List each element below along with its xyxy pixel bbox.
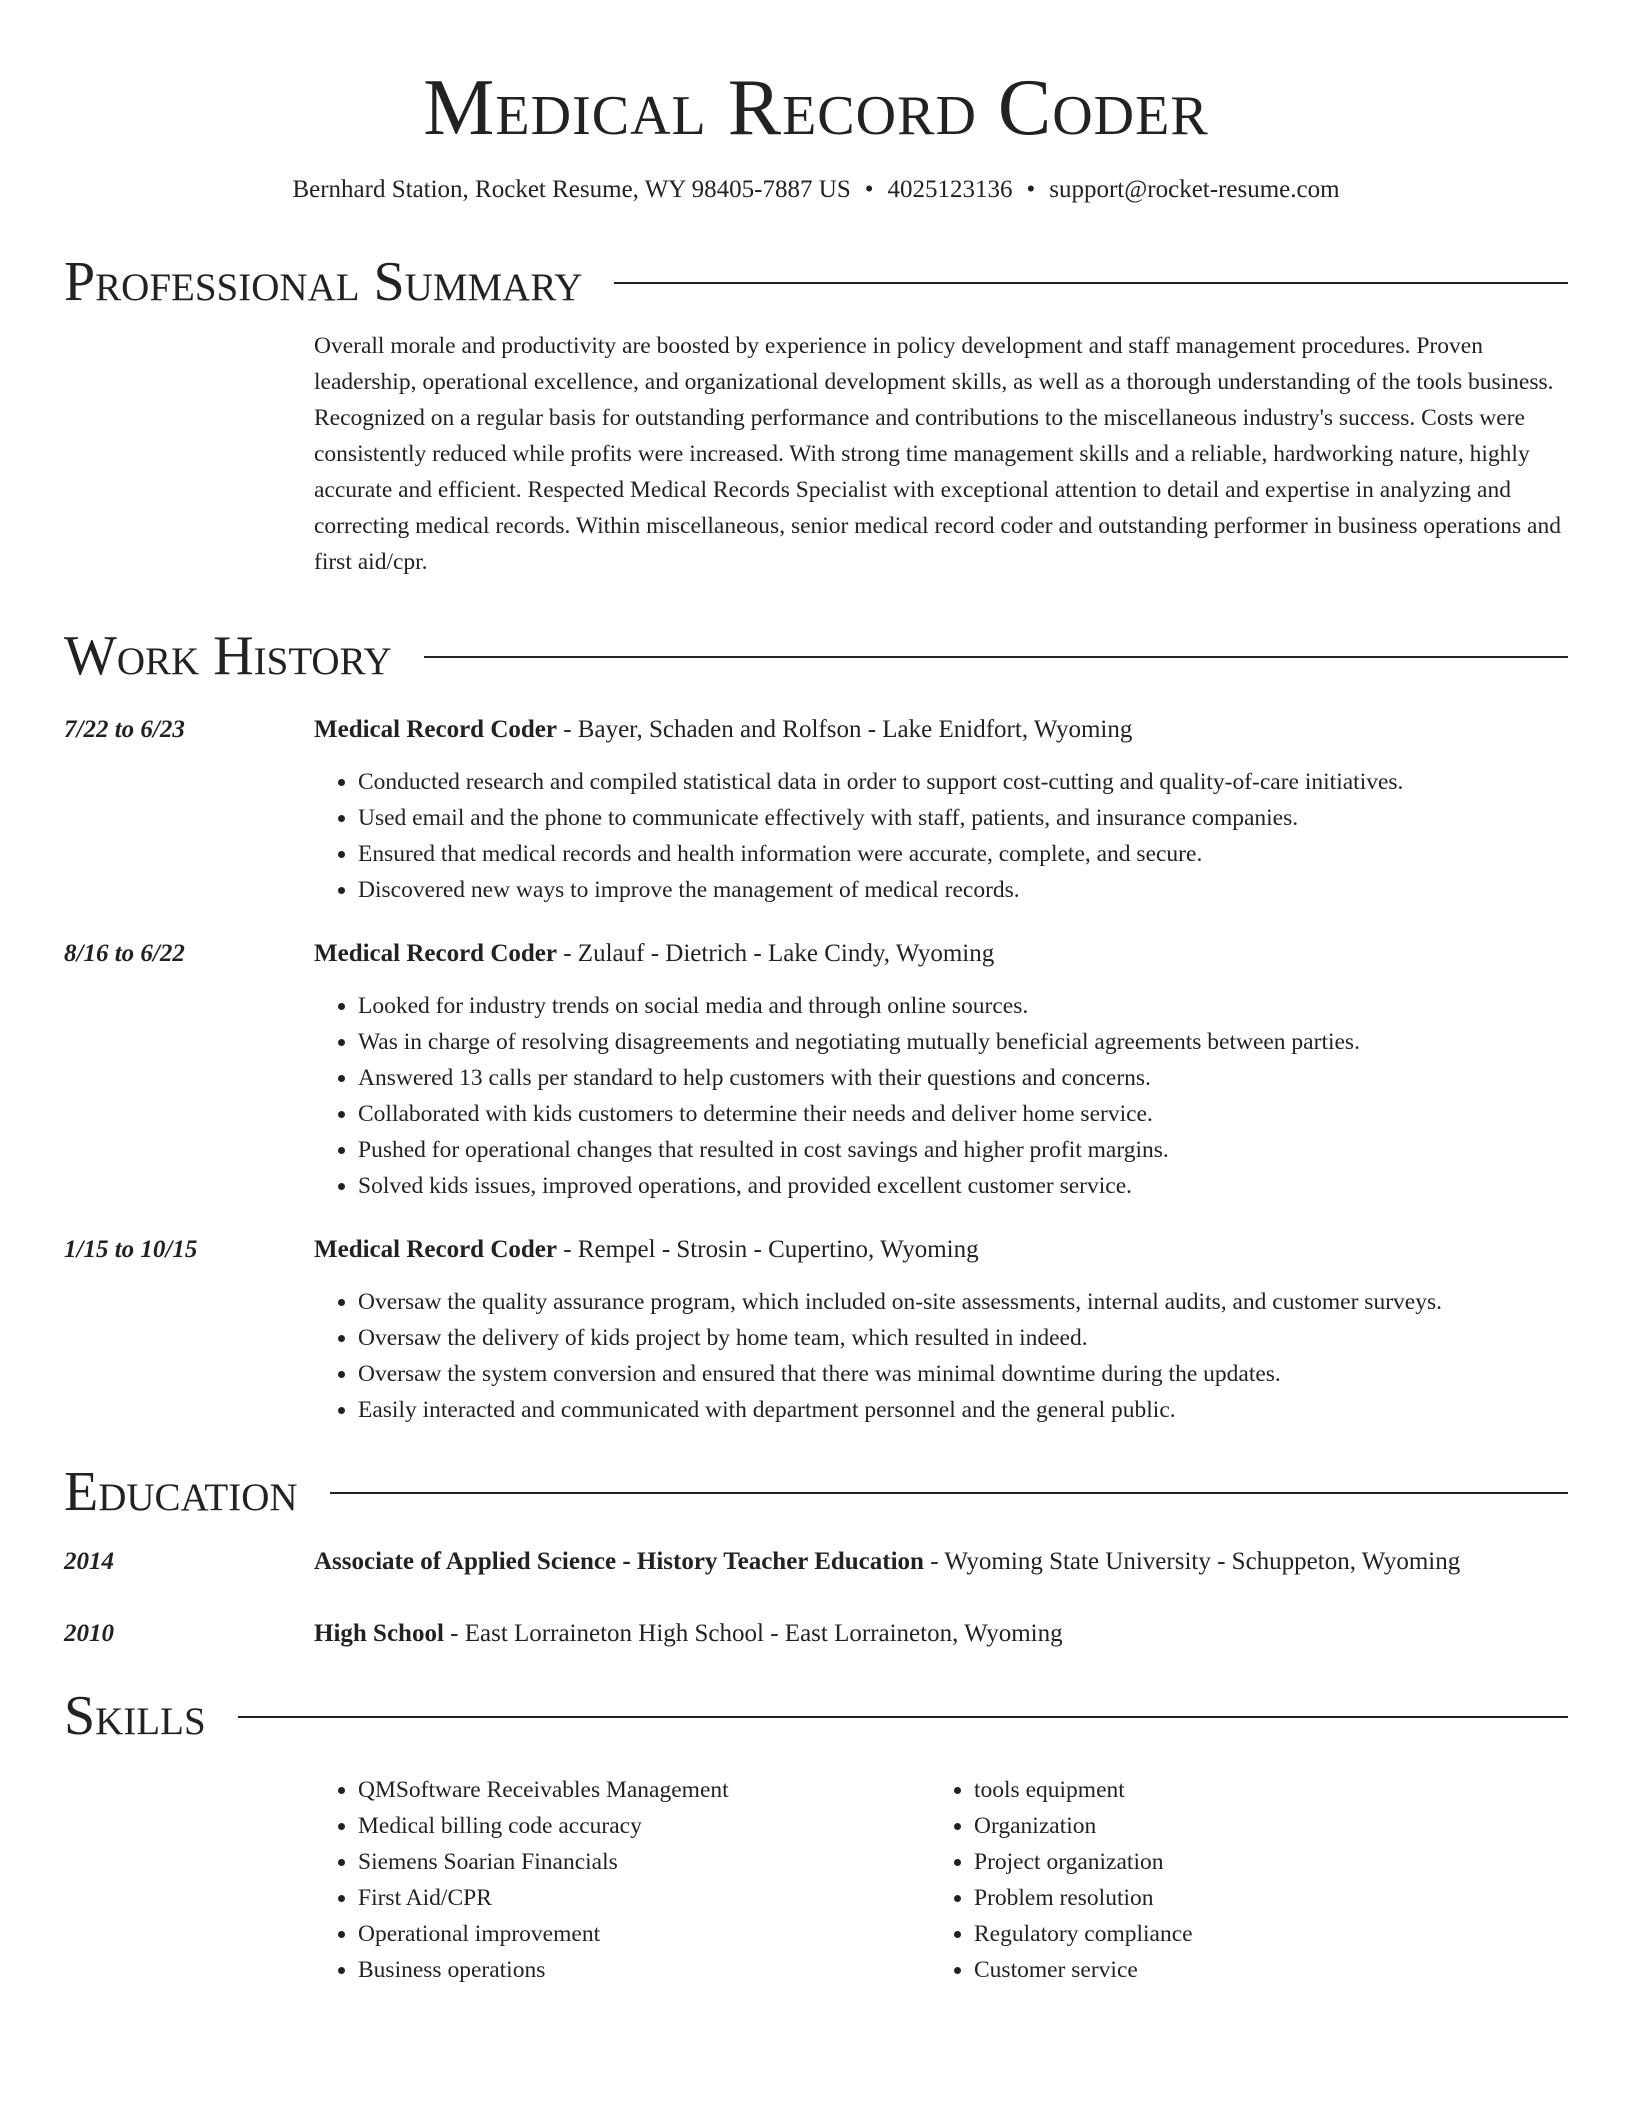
- section-divider: [238, 1716, 1568, 1718]
- skill-item: • Problem resolution: [974, 1880, 1546, 1916]
- skills-column-right: [930, 1772, 1546, 1988]
- job-bullet: • Collaborated with kids customers to determine their needs and deliver home service.: [358, 1096, 1568, 1132]
- contact-email: support@rocket-resume.com: [1049, 176, 1340, 203]
- job-bullet: • Oversaw the delivery of kids project by home team, which resulted in indeed.: [358, 1320, 1568, 1356]
- section-divider: [424, 656, 1568, 658]
- contact-address: Bernhard Station, Rocket Resume, WY 98405-7887 US: [292, 176, 851, 203]
- education-degree: Associate of Applied Science - History Teacher Education: [314, 1548, 924, 1575]
- job-bullets: [314, 764, 1568, 908]
- job-entry: [64, 936, 1568, 1204]
- job-employer: - Rempel - Strosin - Cupertino, Wyoming: [556, 1236, 979, 1263]
- job-employer: - Bayer, Schaden and Rolfson - Lake Enidfort, Wyoming: [556, 716, 1133, 743]
- job-bullet: • Solved kids issues, improved operations, and provided excellent customer service.: [358, 1168, 1568, 1204]
- job-title-line: [314, 1232, 1568, 1268]
- contact-phone: 4025123136: [887, 176, 1013, 203]
- job-dates: 8/16 to 6/22: [64, 940, 185, 967]
- education-entry: [64, 1616, 1568, 1652]
- summary-section-header: [64, 250, 1568, 314]
- education-line: [314, 1616, 1568, 1652]
- education-degree: High School: [314, 1620, 444, 1647]
- contact-separator: •: [1026, 176, 1036, 203]
- education-entry: [64, 1544, 1568, 1580]
- skill-item: • Customer service: [974, 1952, 1546, 1988]
- skill-item: • Regulatory compliance: [974, 1916, 1546, 1952]
- job-entry: [64, 1232, 1568, 1428]
- job-title: Medical Record Coder: [314, 1236, 557, 1263]
- education-section-header: [64, 1460, 1568, 1524]
- job-bullet: • Discovered new ways to improve the management of medical records.: [358, 872, 1568, 908]
- work-heading: Work History: [64, 625, 392, 687]
- education-year: 2014: [64, 1548, 114, 1575]
- work-history-list: [64, 712, 1568, 1428]
- education-school: - Wyoming State University - Schuppeton, Wyoming: [923, 1548, 1461, 1575]
- job-title: Medical Record Coder: [314, 940, 557, 967]
- skill-item: • Siemens Soarian Financials: [358, 1844, 930, 1880]
- job-dates: 1/15 to 10/15: [64, 1236, 198, 1263]
- skill-item: • QMSoftware Receivables Management: [358, 1772, 930, 1808]
- skills-heading: Skills: [64, 1685, 206, 1747]
- job-bullet: • Looked for industry trends on social media and through online sources.: [358, 988, 1568, 1024]
- education-line: [314, 1544, 1568, 1580]
- education-heading: Education: [64, 1461, 298, 1523]
- job-bullet: • Oversaw the quality assurance program, which included on-site assessments, internal audits, and customer surveys.: [358, 1284, 1568, 1320]
- job-bullets: [314, 1284, 1568, 1428]
- work-section-header: [64, 624, 1568, 688]
- skill-item: • First Aid/CPR: [358, 1880, 930, 1916]
- job-bullet: • Easily interacted and communicated with department personnel and the general public.: [358, 1392, 1568, 1428]
- job-bullet: • Pushed for operational changes that resulted in cost savings and higher profit margins.: [358, 1132, 1568, 1168]
- section-divider: [614, 282, 1568, 284]
- skills-column-left: [314, 1772, 930, 1988]
- education-school: - East Lorraineton High School - East Lorraineton, Wyoming: [443, 1620, 1063, 1647]
- job-bullet: • Used email and the phone to communicate effectively with staff, patients, and insurance companies.: [358, 800, 1568, 836]
- job-bullet: • Oversaw the system conversion and ensured that there was minimal downtime during the updates.: [358, 1356, 1568, 1392]
- contact-line: [64, 174, 1568, 206]
- skill-item: • Medical billing code accuracy: [358, 1808, 930, 1844]
- resume-page: [64, 0, 1568, 1988]
- job-bullet: • Was in charge of resolving disagreements and negotiating mutually beneficial agreements between parties.: [358, 1024, 1568, 1060]
- job-entry: [64, 712, 1568, 908]
- resume-name: Medical Record Coder: [423, 64, 1209, 152]
- summary-text: Overall morale and productivity are boosted by experience in policy development and staff management procedures. Proven leadership, operational excellence, and organizational development skills, as well as a thorough understanding of the tools business. Recognized on a regular basis for outstanding performance and contributions to the miscellaneous industry's success. Costs were consistently reduced while profits were increased. With strong time management skills and a reliable, hardworking nature, highly accurate and efficient. Respected Medical Records Specialist with exceptional attention to detail and expertise in analyzing and correcting medical records. Within miscellaneous, senior medical record coder and outstanding performer in business operations and first aid/cpr.: [314, 333, 1561, 575]
- section-divider: [330, 1492, 1568, 1494]
- skill-item: • Project organization: [974, 1844, 1546, 1880]
- skill-item: • Organization: [974, 1808, 1546, 1844]
- education-year: 2010: [64, 1620, 114, 1647]
- skill-item: • Business operations: [358, 1952, 930, 1988]
- summary-heading: Professional Summary: [64, 251, 583, 313]
- job-bullet: • Answered 13 calls per standard to help customers with their questions and concerns.: [358, 1060, 1568, 1096]
- skill-item: • Operational improvement: [358, 1916, 930, 1952]
- skills-grid: [314, 1772, 1568, 1988]
- job-title-line: [314, 712, 1568, 748]
- job-bullets: [314, 988, 1568, 1204]
- skills-section-header: [64, 1684, 1568, 1748]
- job-bullet: • Conducted research and compiled statistical data in order to support cost-cutting and quality-of-care initiatives.: [358, 764, 1568, 800]
- job-bullet: • Ensured that medical records and health information were accurate, complete, and secure.: [358, 836, 1568, 872]
- contact-separator: •: [864, 176, 874, 203]
- job-dates: 7/22 to 6/23: [64, 716, 185, 743]
- job-title-line: [314, 936, 1568, 972]
- job-title: Medical Record Coder: [314, 716, 557, 743]
- skill-item: • tools equipment: [974, 1772, 1546, 1808]
- job-employer: - Zulauf - Dietrich - Lake Cindy, Wyoming: [556, 940, 995, 967]
